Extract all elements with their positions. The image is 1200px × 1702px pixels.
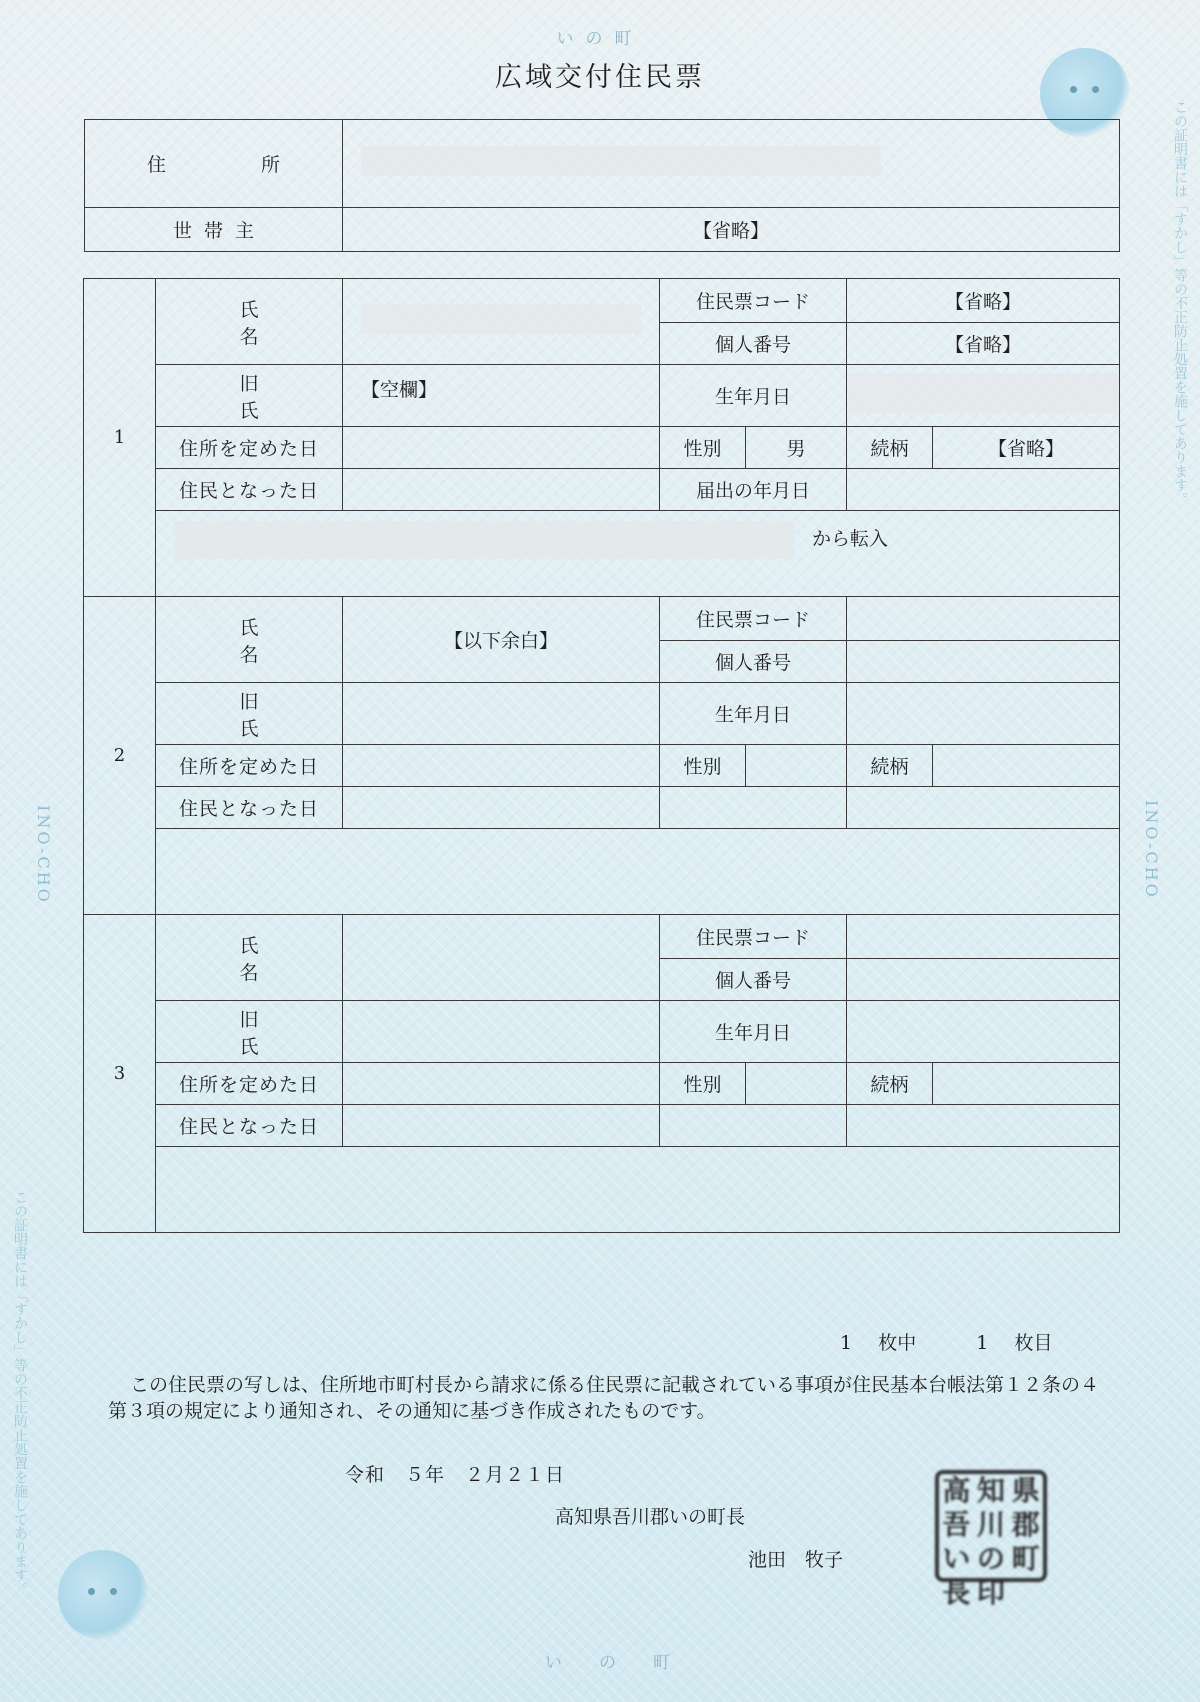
seal-character: 知 — [976, 1474, 1005, 1507]
birth-date-value — [847, 683, 1120, 745]
name-redacted — [361, 304, 641, 334]
watermark-right: INO-CHO — [1142, 800, 1161, 900]
former-name-value — [343, 1001, 660, 1063]
issue-date: 令和 ５年 ２月２１日 — [345, 1464, 566, 1486]
gender-label: 性別 — [660, 745, 746, 787]
my-number-value — [847, 959, 1120, 1001]
resident-date-value — [343, 787, 660, 829]
resident-code-value: 【省略】 — [847, 279, 1120, 323]
transfer-note — [156, 1147, 1120, 1233]
anti-forgery-note-right: この証明書には「すかし」等の不正防止処置を施してあります。 — [1172, 100, 1188, 506]
anti-forgery-note-left: この証明書には「すかし」等の不正防止処置を施してあります。 — [12, 1190, 28, 1596]
certification-statement: この住民票の写しは、住所地市町村長から請求に係る住民票に記載されている事項が住民基本台帳法第１２条の４第３項の規定により通知され、その通知に基づき作成されたものです。 — [108, 1374, 1100, 1422]
page-count: 1 枚中 1 枚目 — [840, 1332, 1053, 1354]
householder-label: 世帯主 — [85, 208, 343, 252]
relation-value: 【省略】 — [933, 427, 1120, 469]
birth-date-label: 生年月日 — [660, 683, 847, 745]
resident-date-label: 住民となった日 — [156, 469, 343, 511]
person-number: 1 — [84, 279, 156, 597]
gender-label: 性別 — [660, 1063, 746, 1105]
address-value — [343, 120, 1120, 208]
seal-character: 長 — [942, 1576, 971, 1609]
relation-value — [933, 1063, 1120, 1105]
official-seal-stamp — [935, 1470, 1047, 1609]
gender-label: 性別 — [660, 427, 746, 469]
relation-label: 続柄 — [847, 745, 933, 787]
former-name-label: 旧 氏 — [156, 365, 343, 427]
watermark-left: INO-CHO — [34, 805, 53, 905]
seal-character: 町 — [1011, 1542, 1040, 1575]
name-value — [343, 279, 660, 365]
relation-value — [933, 745, 1120, 787]
birth-date-value — [847, 365, 1120, 427]
transfer-note — [156, 511, 1120, 597]
seal-character: 印 — [976, 1576, 1005, 1609]
resident-code-value — [847, 597, 1120, 641]
transfer-note — [156, 829, 1120, 915]
seal-character: 郡 — [1011, 1508, 1040, 1541]
relation-label: 続柄 — [847, 427, 933, 469]
householder-value: 【省略】 — [343, 208, 1120, 252]
issuing-office: 高知県吾川郡いの町長 — [555, 1506, 746, 1528]
my-number-label: 個人番号 — [660, 641, 847, 683]
address-date-value — [343, 1063, 660, 1105]
person-number: 3 — [84, 915, 156, 1233]
resident-date-value — [343, 469, 660, 511]
former-name-label: 旧 氏 — [156, 1001, 343, 1063]
mascot-illustration-bottom-left — [58, 1550, 148, 1640]
resident-code-label: 住民票コード — [660, 597, 847, 641]
resident-date-value — [343, 1105, 660, 1147]
my-number-value: 【省略】 — [847, 323, 1120, 365]
my-number-label: 個人番号 — [660, 323, 847, 365]
resident-code-label: 住民票コード — [660, 279, 847, 323]
gender-value: 男 — [746, 427, 847, 469]
seal-character: い — [942, 1542, 971, 1575]
birth-date-label: 生年月日 — [660, 365, 847, 427]
seal-character: 高 — [942, 1474, 971, 1507]
notification-date-value — [847, 469, 1120, 511]
my-number-label: 個人番号 — [660, 959, 847, 1001]
address-date-label: 住所を定めた日 — [156, 427, 343, 469]
notification-date-value — [847, 1105, 1120, 1147]
notification-date-label — [660, 787, 847, 829]
my-number-value — [847, 641, 1120, 683]
address-table — [84, 119, 1120, 252]
address-date-value — [343, 745, 660, 787]
footer-watermark: い の 町 — [545, 1653, 680, 1673]
name-value: 【以下余白】 — [343, 597, 660, 683]
resident-code-value — [847, 915, 1120, 959]
document-title: 広域交付住民票 — [495, 62, 705, 93]
mayor-name: 池田 牧子 — [748, 1549, 844, 1571]
address-redacted — [361, 146, 881, 176]
resident-code-label: 住民票コード — [660, 915, 847, 959]
person-number: 2 — [84, 597, 156, 915]
transfer-note-suffix: から転入 — [812, 528, 889, 550]
name-label: 氏 名 — [156, 915, 343, 1001]
birth-date-label: 生年月日 — [660, 1001, 847, 1063]
former-name-label: 旧 氏 — [156, 683, 343, 745]
address-label: 住 所 — [85, 120, 343, 208]
notification-date-value — [847, 787, 1120, 829]
birth-date-redacted — [848, 373, 1118, 413]
address-date-label: 住所を定めた日 — [156, 745, 343, 787]
address-date-value — [343, 427, 660, 469]
birth-date-value — [847, 1001, 1120, 1063]
resident-date-label: 住民となった日 — [156, 1105, 343, 1147]
former-name-value: 【空欄】 — [343, 365, 660, 427]
notification-date-label — [660, 1105, 847, 1147]
seal-character: の — [976, 1542, 1005, 1575]
persons-table — [83, 278, 1120, 1233]
name-label: 氏 名 — [156, 279, 343, 365]
gender-value — [746, 1063, 847, 1105]
relation-label: 続柄 — [847, 1063, 933, 1105]
resident-date-label: 住民となった日 — [156, 787, 343, 829]
address-date-label: 住所を定めた日 — [156, 1063, 343, 1105]
header-watermark: いの町 — [556, 29, 644, 49]
transfer-note-redacted — [174, 521, 794, 559]
notification-date-label: 届出の年月日 — [660, 469, 847, 511]
seal-character: 川 — [976, 1508, 1005, 1541]
name-label: 氏 名 — [156, 597, 343, 683]
gender-value — [746, 745, 847, 787]
name-value — [343, 915, 660, 1001]
former-name-value — [343, 683, 660, 745]
seal-character: 吾 — [942, 1508, 971, 1541]
seal-character: 県 — [1011, 1474, 1040, 1507]
